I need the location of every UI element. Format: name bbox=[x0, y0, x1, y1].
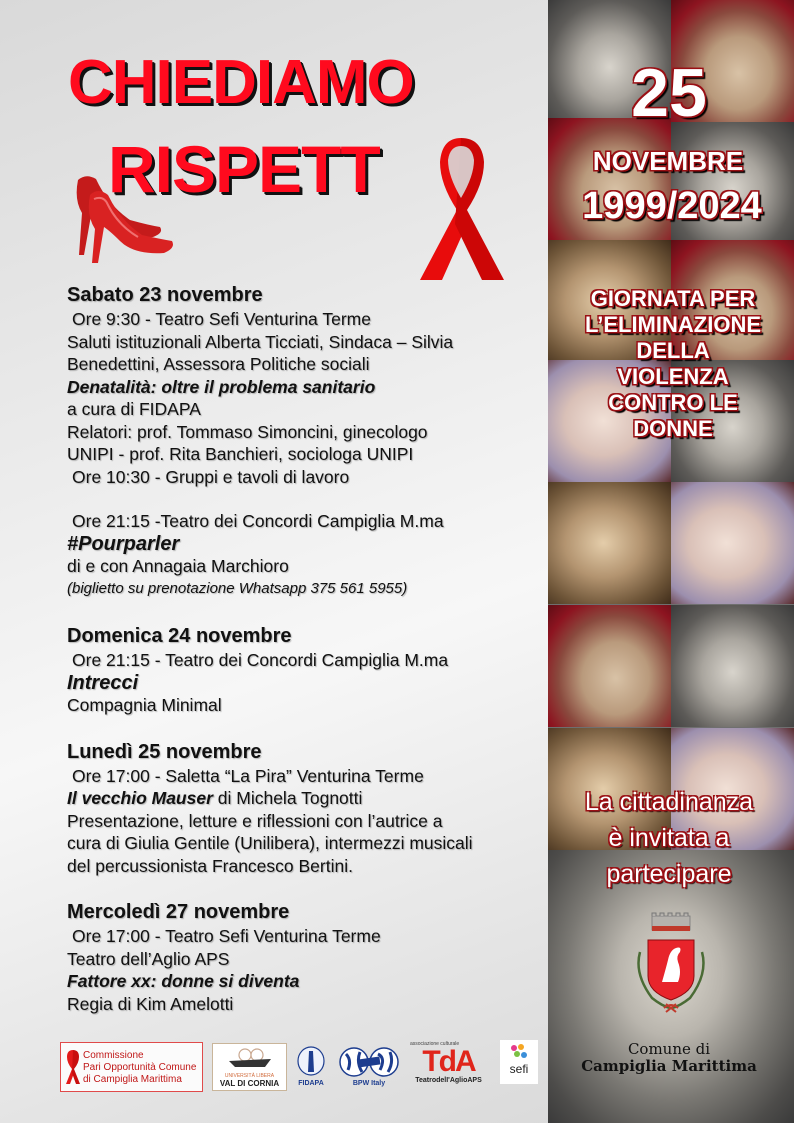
portrait-tile bbox=[548, 605, 671, 727]
event-title: Denatalità: oltre il problema sanitario bbox=[67, 376, 376, 397]
red-ribbon-icon bbox=[65, 1049, 81, 1085]
event-title-line bbox=[67, 787, 547, 810]
portrait-tile bbox=[671, 605, 794, 727]
event-detail: Presentazione, letture e riflessioni con l’autrice a bbox=[67, 810, 443, 831]
sefi-dots-icon bbox=[506, 1043, 532, 1061]
logo-bpw-italy bbox=[338, 1046, 400, 1092]
event-author: di Michela Tognotti bbox=[212, 788, 363, 808]
invitation-text: La cittadinanza è invitata a partecipare bbox=[584, 788, 754, 888]
event-detail: Saluti istituzionali Alberta Ticciati, Sindaca – Silvia bbox=[67, 331, 454, 352]
event-time: Ore 10:30 - Gruppi e tavoli di lavoro bbox=[72, 466, 350, 487]
ship-rings-icon bbox=[225, 1047, 275, 1071]
event-time: Ore 17:00 - Teatro Sefi Venturina Terme bbox=[72, 926, 381, 946]
day-heading: Lunedì 25 novembre bbox=[67, 740, 262, 763]
event-title: Intrecci bbox=[67, 671, 139, 694]
date-day: 25 bbox=[631, 55, 707, 131]
event-time: Ore 9:30 - Teatro Sefi Venturina Terme bbox=[72, 309, 371, 329]
logo-teatro-dell-aglio bbox=[410, 1041, 487, 1087]
logo-commissione-pari-opportunita bbox=[60, 1042, 203, 1092]
event-time: Ore 17:00 - Saletta “La Pira” Venturina Terme bbox=[72, 765, 424, 786]
event-detail: del percussionista Francesco Bertini. bbox=[67, 855, 353, 876]
logo-text: Commissione bbox=[83, 1050, 144, 1061]
logo-text: UNIVERSITÀ LIBERA bbox=[224, 1073, 275, 1079]
sponsor-logos bbox=[60, 1040, 545, 1094]
event-detail: Compagnia Minimal bbox=[67, 695, 222, 715]
logo-text: di Campiglia Marittima bbox=[83, 1074, 182, 1085]
day-title: GIORNATA PER L’ELIMINAZIONE DELLA VIOLENZA CONTRO LE DONNE bbox=[585, 286, 761, 441]
day-heading: Mercoledì 27 novembre bbox=[67, 901, 290, 923]
comune-label: Comune di bbox=[627, 1040, 711, 1058]
logo-text: TeatrodelI'AglioAPS bbox=[415, 1077, 482, 1084]
logo-text: associazione culturale bbox=[410, 1041, 460, 1047]
fidapa-emblem-icon bbox=[296, 1046, 326, 1078]
event-detail: Benedettini, Assessora Politiche sociali bbox=[67, 354, 370, 374]
logo-text: FIDAPA bbox=[298, 1080, 324, 1087]
logo-text: sefi bbox=[509, 1062, 529, 1076]
event-detail: UNIPI - prof. Rita Banchieri, sociologa UNIPI bbox=[67, 444, 414, 464]
logo-fidapa bbox=[296, 1046, 326, 1092]
day-heading: Domenica 24 novembre bbox=[67, 625, 292, 647]
comune-name: Campiglia Marittima bbox=[581, 1057, 757, 1075]
event-title: Il vecchio Mauser bbox=[67, 788, 213, 808]
headline-line1: CHIEDIAMO bbox=[68, 48, 414, 117]
logo-text: VAL DI CORNIA bbox=[219, 1079, 280, 1088]
event-detail: Regia di Kim Amelotti bbox=[67, 993, 234, 1014]
event-program bbox=[67, 283, 547, 1015]
portrait-tile bbox=[671, 482, 794, 604]
ticket-note: (biglietto su prenotazione Whatsapp 375 561 5955) bbox=[67, 579, 408, 597]
logo-mark: TdA bbox=[422, 1045, 475, 1078]
logo-sefi bbox=[500, 1040, 538, 1084]
event-detail: a cura di FIDAPA bbox=[67, 399, 201, 419]
event-detail: Teatro dell’Aglio APS bbox=[67, 948, 230, 969]
logo-text: BPW Italy bbox=[352, 1080, 386, 1087]
day-heading: Sabato 23 novembre bbox=[67, 284, 263, 306]
date-years: 1999/2024 bbox=[582, 185, 762, 227]
portrait-collage-panel bbox=[548, 0, 794, 1123]
red-high-heels-icon bbox=[68, 165, 178, 265]
event-detail: Relatori: prof. Tommaso Simoncini, ginecologo bbox=[67, 421, 428, 442]
red-awareness-ribbon-icon bbox=[412, 132, 510, 282]
event-time: Ore 21:15 -Teatro dei Concordi Campiglia M.ma bbox=[72, 511, 444, 531]
event-title: #Pourparler bbox=[67, 532, 180, 555]
coat-of-arms-icon bbox=[630, 912, 712, 1022]
bpw-globes-icon bbox=[338, 1046, 400, 1078]
headline-line2: RISPETT bbox=[108, 132, 380, 206]
portrait-tile bbox=[548, 482, 671, 604]
logo-text: Pari Opportunità Comune bbox=[83, 1062, 197, 1073]
event-detail: cura di Giulia Gentile (Unilibera), intermezzi musicali bbox=[67, 833, 473, 853]
event-title: Fattore xx: donne si diventa bbox=[67, 971, 300, 991]
event-time: Ore 21:15 - Teatro dei Concordi Campiglia M.ma bbox=[72, 650, 449, 670]
event-detail: di e con Annagaia Marchioro bbox=[67, 556, 289, 576]
logo-universita-libera-val-di-cornia bbox=[212, 1043, 287, 1091]
date-month: NOVEMBRE bbox=[592, 146, 744, 176]
